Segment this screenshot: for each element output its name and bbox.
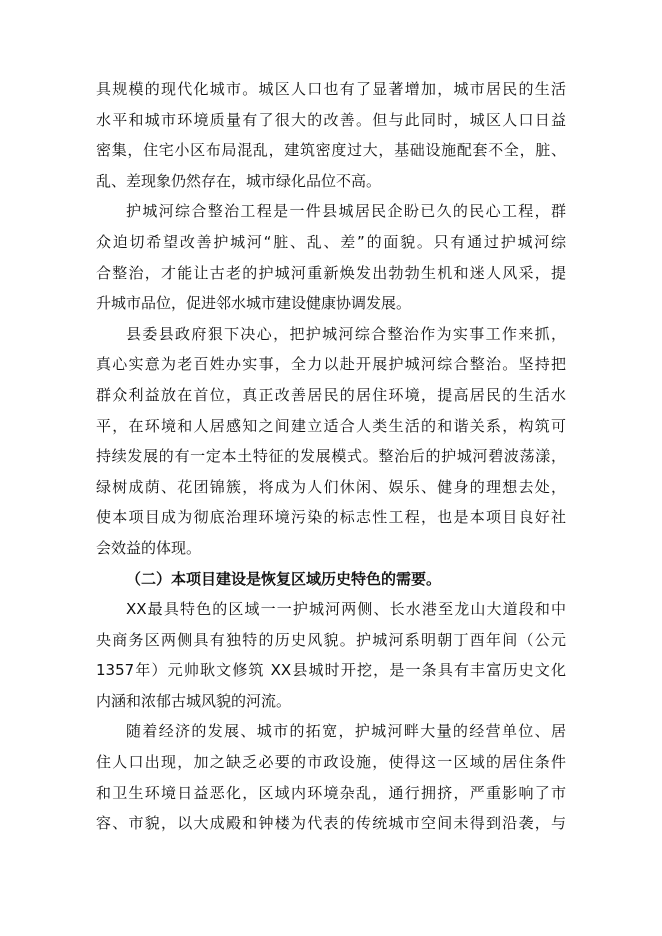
text-line: 水平和城市环境质量有了很大的改善。但与此同时，城区人口日益 [96, 110, 566, 129]
paragraph-4 [96, 594, 566, 716]
text-line: 1357年）元帅耿文修筑 XX县城时开挖，是一条具有丰富历史文化 [96, 661, 566, 680]
text-line: 绿树成荫、花团锦簇，将成为人们休闲、娱乐、健身的理想去处， [96, 477, 566, 496]
text-line: 县委县政府狠下决心，把护城河综合整治作为实事工作来抓， [126, 324, 566, 343]
text-line: 随着经济的发展、城市的拓宽，护城河畔大量的经营单位、居 [126, 722, 566, 741]
paragraph-1 [96, 74, 566, 196]
text-line: 持续发展的有一定本土特征的发展模式。整治后的护城河碧波荡漾， [96, 447, 566, 466]
text-line: 密集，住宅小区布局混乱，建筑密度过大，基础设施配套不全，脏、 [96, 141, 566, 160]
text-line: 会效益的体现。 [96, 538, 202, 557]
text-line: 和卫生环境日益恶化，区域内环境杂乱，通行拥挤，严重影响了市 [96, 783, 566, 802]
text-line: 乱、差现象仍然存在，城市绿化品位不高。 [96, 171, 382, 190]
text-line: 住人口出现，加之缺乏必要的市政设施，使得这一区域的居住条件 [96, 753, 566, 772]
text-line: 内涵和浓郁古城风貌的河流。 [96, 691, 292, 710]
section-heading: （二）本项目建设是恢复区域历史特色的需要。 [126, 569, 442, 588]
text-line: 具规模的现代化城市。城区人口也有了显著增加，城市居民的生活 [96, 80, 566, 98]
text-line: 护城河综合整治工程是一件县城居民企盼已久的民心工程，群 [126, 202, 566, 221]
text-line: 升城市品位，促进邻水城市建设健康协调发展。 [96, 294, 412, 313]
text-line: 容、市貌，以大成殿和钟楼为代表的传统城市空间未得到沿袭，与 [96, 814, 566, 833]
text-line: 使本项目成为彻底治理环境污染的标志性工程，也是本项目良好社 [96, 508, 566, 527]
text-line: 众迫切希望改善护城河“脏、乱、差”的面貌。只有通过护城河综 [96, 232, 566, 251]
text-line: 央商务区两侧具有独特的历史风貌。护城河系明朝丁酉年间（公元 [96, 630, 566, 649]
paragraph-2 [96, 196, 566, 318]
document-page [96, 74, 566, 839]
paragraph-3 [96, 319, 566, 564]
text-line: 合整治，才能让古老的护城河重新焕发出勃勃生机和迷人风采，提 [96, 263, 566, 282]
paragraph-5 [96, 716, 566, 838]
text-line: 群众利益放在首位，真正改善居民的居住环境，提高居民的生活水 [96, 385, 566, 404]
text-line: 平，在环境和人居感知之间建立适合人类生活的和谐关系，构筑可 [96, 416, 566, 435]
text-line: 真心实意为老百姓办实事，全力以赴开展护城河综合整治。坚持把 [96, 355, 566, 374]
text-line: XX最具特色的区域一一护城河两侧、长水港至龙山大道段和中 [126, 600, 566, 619]
